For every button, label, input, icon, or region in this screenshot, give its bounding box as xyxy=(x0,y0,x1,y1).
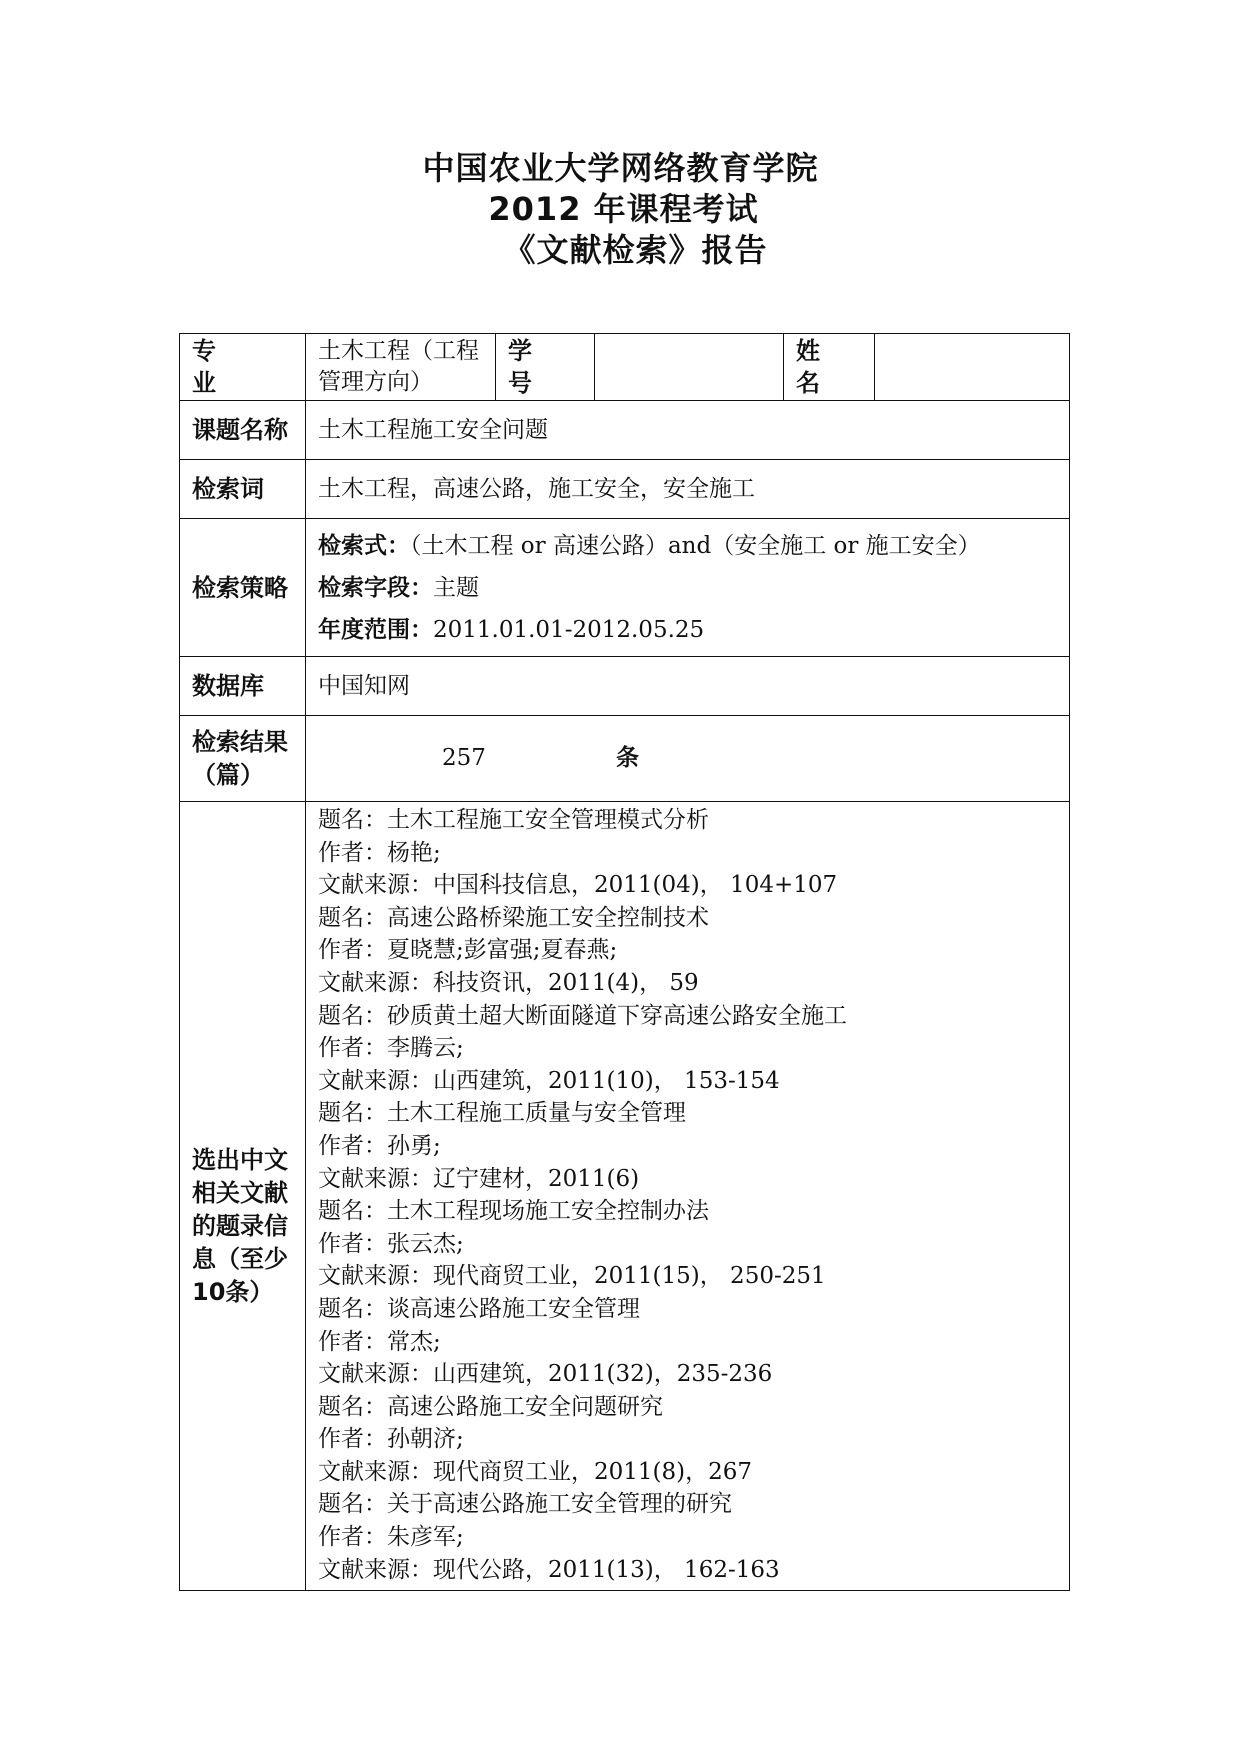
major-value: 土木工程（工程管理方向） xyxy=(306,334,496,401)
reference-author: 作者：常杰; xyxy=(318,1328,441,1355)
reference-item xyxy=(318,1000,1069,1098)
database-row xyxy=(180,657,1070,716)
reference-source: 文献来源：辽宁建材，2011(6) xyxy=(318,1165,640,1192)
year-range-key: 年度范围： xyxy=(318,616,433,643)
references-list xyxy=(306,802,1070,1591)
reference-title: 题名：砂质黄土超大断面隧道下穿高速公路安全施工 xyxy=(318,1002,847,1029)
report-title xyxy=(0,148,1241,271)
reference-author: 作者：李腾云; xyxy=(318,1035,464,1062)
reference-title: 题名：关于高速公路施工安全管理的研究 xyxy=(318,1491,732,1518)
reference-source: 文献来源：现代商贸工业，2011(8)，267 xyxy=(318,1458,753,1485)
reference-title: 题名：谈高速公路施工安全管理 xyxy=(318,1295,640,1322)
reference-author: 作者：孙朝济; xyxy=(318,1426,464,1453)
reference-author: 作者：张云杰; xyxy=(318,1230,464,1257)
college-title: 中国农业大学网络教育学院 xyxy=(422,149,819,187)
reference-source: 文献来源：现代商贸工业，2011(15)， 250-251 xyxy=(318,1263,826,1290)
results-count: 257 xyxy=(442,745,486,771)
major-label-cell xyxy=(180,334,306,401)
reference-item xyxy=(318,1293,1069,1391)
name-label-cell xyxy=(784,334,875,401)
keywords-value: 土木工程，高速公路，施工安全，安全施工 xyxy=(306,460,1070,519)
reference-source: 文献来源：中国科技信息，2011(04)， 104+107 xyxy=(318,872,838,899)
topic-row xyxy=(180,401,1070,460)
reference-source: 文献来源：现代公路，2011(13)， 162-163 xyxy=(318,1556,780,1583)
reference-author: 作者：孙勇; xyxy=(318,1132,441,1159)
keywords-row xyxy=(180,460,1070,519)
reference-title: 题名：土木工程施工质量与安全管理 xyxy=(318,1100,686,1127)
results-unit: 条 xyxy=(616,745,639,771)
reference-item xyxy=(318,1488,1069,1586)
results-row xyxy=(180,716,1070,802)
reference-author: 作者：杨艳; xyxy=(318,839,441,866)
reference-item xyxy=(318,1195,1069,1293)
year-range-value: 2011.01.01-2012.05.25 xyxy=(433,616,705,643)
reference-item xyxy=(318,1097,1069,1195)
name-label: 姓 名 xyxy=(796,337,830,397)
results-label: 检索结果（篇） xyxy=(180,716,306,802)
reference-source: 文献来源：山西建筑，2011(32)，235-236 xyxy=(318,1361,773,1388)
search-field xyxy=(318,567,1069,609)
reference-author: 作者：朱彦军; xyxy=(318,1524,464,1551)
strategy-row xyxy=(180,519,1070,657)
student-id-label-cell xyxy=(496,334,595,401)
year-range xyxy=(318,609,1069,651)
results-cell xyxy=(306,716,1070,802)
reference-title: 题名：土木工程现场施工安全控制办法 xyxy=(318,1198,709,1225)
search-expression xyxy=(318,525,1069,567)
reference-title: 题名：高速公路施工安全问题研究 xyxy=(318,1393,663,1420)
keywords-label: 检索词 xyxy=(180,460,306,519)
search-field-key: 检索字段： xyxy=(318,574,433,601)
database-value: 中国知网 xyxy=(306,657,1070,716)
reference-item xyxy=(318,804,1069,902)
name-field[interactable] xyxy=(875,334,1070,401)
strategy-label: 检索策略 xyxy=(180,519,306,657)
reference-source: 文献来源：山西建筑，2011(10)， 153-154 xyxy=(318,1067,780,1094)
info-row xyxy=(180,334,1070,401)
database-label: 数据库 xyxy=(180,657,306,716)
topic-label: 课题名称 xyxy=(180,401,306,460)
references-label: 选出中文相关文献的题录信息（至少10条） xyxy=(180,802,306,1591)
reference-source: 文献来源：科技资讯，2011(4)， 59 xyxy=(318,969,699,996)
reference-title: 题名：高速公路桥梁施工安全控制技术 xyxy=(318,904,709,931)
reference-item xyxy=(318,902,1069,1000)
search-field-value: 主题 xyxy=(433,574,479,601)
student-id-label: 学 号 xyxy=(508,337,552,397)
student-id-field[interactable] xyxy=(595,334,784,401)
reference-author: 作者：夏晓慧;彭富强;夏春燕; xyxy=(318,937,618,964)
search-expression-key: 检索式： xyxy=(318,532,410,559)
reference-title: 题名：土木工程施工安全管理模式分析 xyxy=(318,807,709,833)
exam-title: 2012 年课程考试 xyxy=(488,190,759,228)
report-form-table xyxy=(179,333,1070,1591)
search-expression-value: （土木工程 or 高速公路）and（安全施工 or 施工安全） xyxy=(410,532,981,559)
major-label: 专 业 xyxy=(192,337,236,397)
references-row xyxy=(180,802,1070,1591)
report-name: 《文献检索》报告 xyxy=(503,231,768,269)
strategy-cell xyxy=(306,519,1070,657)
reference-item xyxy=(318,1391,1069,1489)
topic-value: 土木工程施工安全问题 xyxy=(306,401,1070,460)
